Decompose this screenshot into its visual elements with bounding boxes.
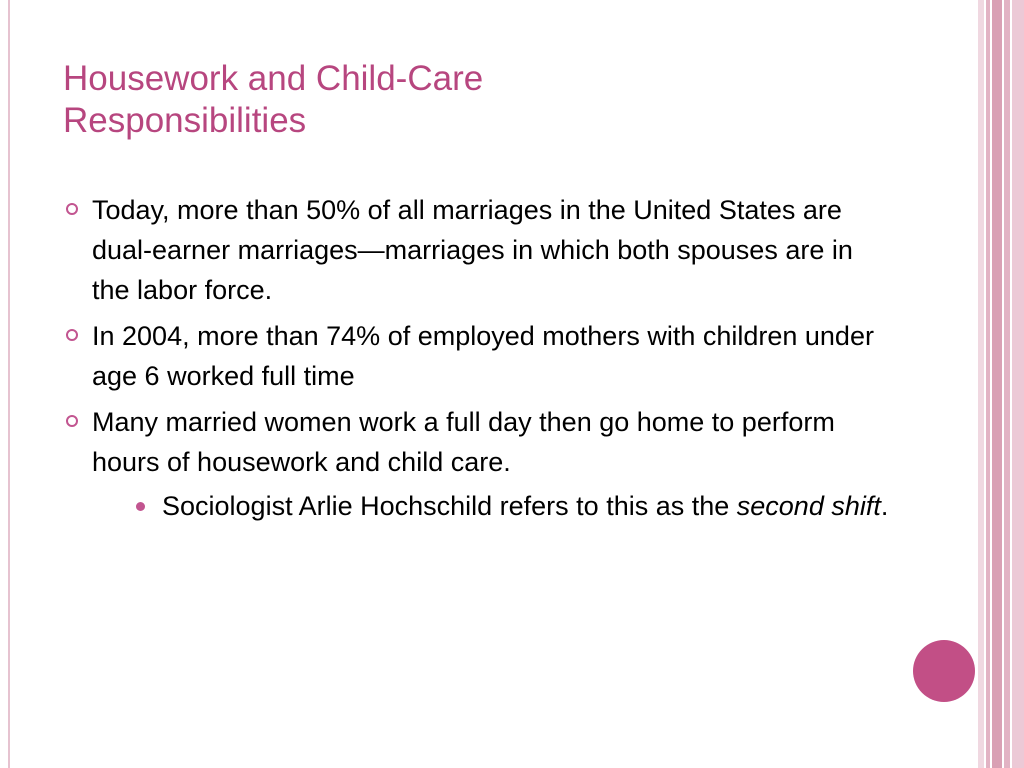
band-stripe-3 [992,0,1002,768]
left-border-rule [8,0,10,768]
band-stripe-2 [986,0,990,768]
hollow-circle-icon [66,329,78,341]
band-stripe-1 [978,0,984,768]
slide-title [63,58,923,142]
subbullet-list [92,486,894,526]
decorative-circle [913,640,975,702]
slide-title-line-2: Responsibilities [63,101,307,140]
bullet-list [64,190,894,532]
filled-dot-icon [136,502,145,511]
band-stripe-5 [1012,0,1024,768]
bullet-text-3: Many married women work a full day then go home to perform hours of housework and child care. [92,407,835,477]
hollow-circle-icon [66,203,78,215]
subbullet-text-before: Sociologist Arlie Hochschild refers to this as the [162,491,737,521]
bullet-text-2: In 2004, more than 74% of employed mothers with children under age 6 worked full time [92,321,874,391]
subbullet-emphasis: second shift [736,491,881,521]
bullet-text-1: Today, more than 50% of all marriages in the United States are dual-earner marriages—marriages in which both spouses are in the labor force. [92,195,853,305]
right-decorative-band [978,0,1024,768]
hollow-circle-icon [66,415,78,427]
slide-title-line-1: Housework and Child-Care [63,59,484,98]
subbullet-item [92,486,894,526]
band-stripe-4 [1004,0,1010,768]
bullet-item-2 [64,316,894,396]
bullet-item-3 [64,402,894,526]
bullet-item-1 [64,190,894,310]
subbullet-text-after: . [880,491,889,521]
